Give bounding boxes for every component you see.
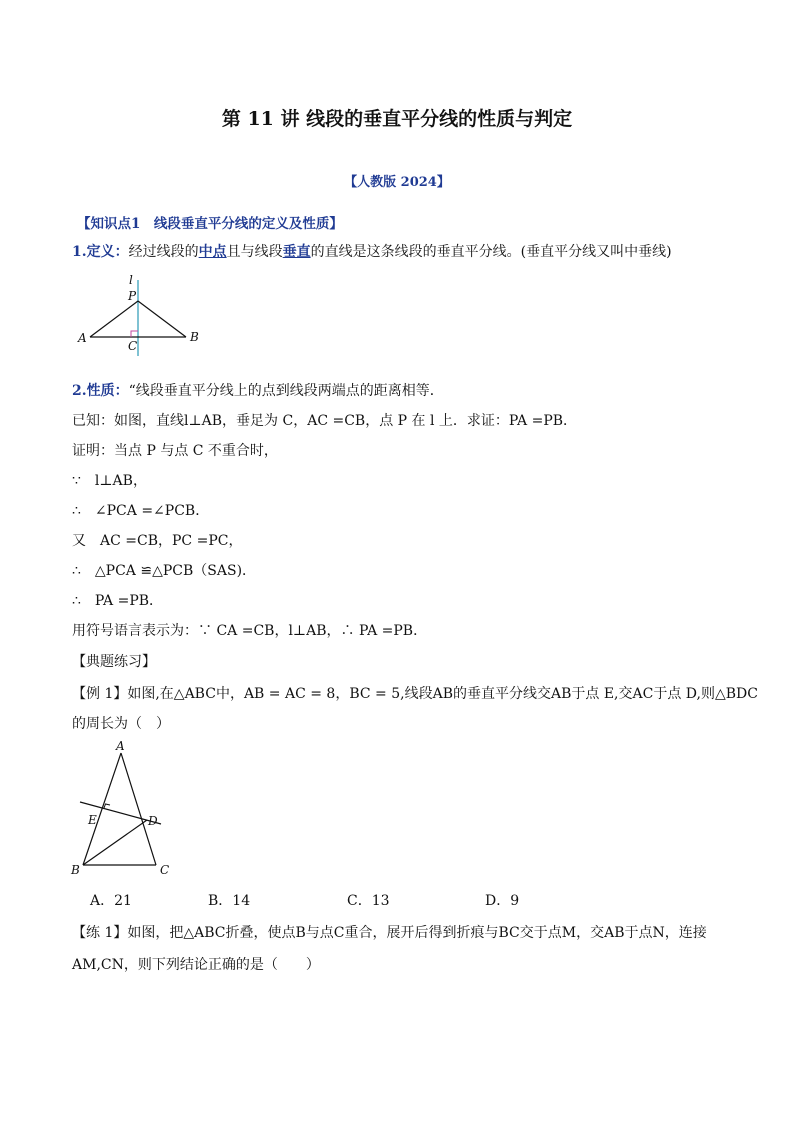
practice-heading: 【典题练习】 — [72, 654, 156, 670]
option-b[interactable]: B．14 — [208, 893, 251, 909]
side-ac — [121, 753, 156, 865]
practice-1-line-1: 【练 1】如图，把△ABC折叠，使点B与点C重合，展开后得到折痕与BC交于点M，交AB于点N，连接 — [72, 925, 707, 941]
page-title: 第 11 讲 线段的垂直平分线的性质与判定 — [221, 108, 573, 130]
proof-line: ∴ PA =PB． — [72, 593, 164, 609]
label-c: C — [160, 863, 170, 877]
definition-number: 1.定义： — [72, 244, 129, 260]
keyword-perpendicular: 垂直 — [282, 244, 311, 260]
proof-line: ∴ ∠PCA =∠PCB． — [72, 503, 210, 519]
property-number: 2.性质： — [72, 383, 129, 399]
label-d: D — [148, 814, 158, 828]
property-paragraph: 2.性质：“线段垂直平分线上的点到线段两端点的距离相等． — [72, 383, 444, 399]
right-angle-mark — [104, 804, 110, 808]
knowledge-point-title: 【知识点1 线段垂直平分线的定义及性质】 — [77, 216, 343, 232]
keyword-midpoint: 中点 — [198, 244, 227, 260]
label-l: l — [129, 273, 133, 287]
label-c: C — [128, 339, 138, 353]
proof-line: 已知：如图，直线l⊥AB，垂足为 C，AC =CB，点 P 在 l 上．求证：PA =PB． — [72, 413, 578, 429]
definition-paragraph: 1.定义：经过线段的中点且与线段垂直的直线是这条线段的垂直平分线。(垂直平分线又叫中垂线) — [72, 244, 672, 260]
perpendicular-bisector-figure — [70, 270, 220, 360]
side-ab — [83, 753, 121, 865]
edition-label: 【人教版 2024】 — [344, 175, 450, 190]
label-e: E — [88, 813, 97, 827]
label-b: B — [71, 863, 80, 877]
symbolic-statement: 用符号语言表示为：∵ CA =CB，l⊥AB，∴ PA =PB． — [72, 623, 428, 639]
proof-line: 证明：当点 P 与点 C 不重合时， — [72, 443, 278, 459]
option-c[interactable]: C．13 — [347, 893, 390, 909]
example-1-line-2: 的周长为（ ） — [72, 716, 170, 732]
label-b: B — [190, 330, 199, 344]
option-a[interactable]: A．21 — [90, 893, 132, 909]
label-a: A — [78, 331, 87, 345]
proof-line: 又 AC =CB，PC =PC， — [72, 533, 243, 549]
label-p: P — [128, 289, 137, 303]
example-1-line-1: 【例 1】如图,在△ABC中，AB = AC = 8，BC = 5,线段AB的垂直平分线交AB于点 E,交AC于点 D,则△BDC — [72, 686, 758, 702]
right-angle-mark — [131, 331, 138, 337]
option-d[interactable]: D．9 — [485, 893, 520, 909]
label-a: A — [116, 739, 125, 753]
proof-line: ∴ △PCA ≌△PCB（SAS)． — [72, 563, 257, 579]
practice-1-line-2: AM,CN，则下列结论正确的是（ ） — [72, 957, 320, 973]
triangle-abc-figure — [66, 738, 186, 880]
segment-pb — [138, 301, 186, 337]
proof-line: ∵ l⊥AB， — [72, 473, 147, 489]
